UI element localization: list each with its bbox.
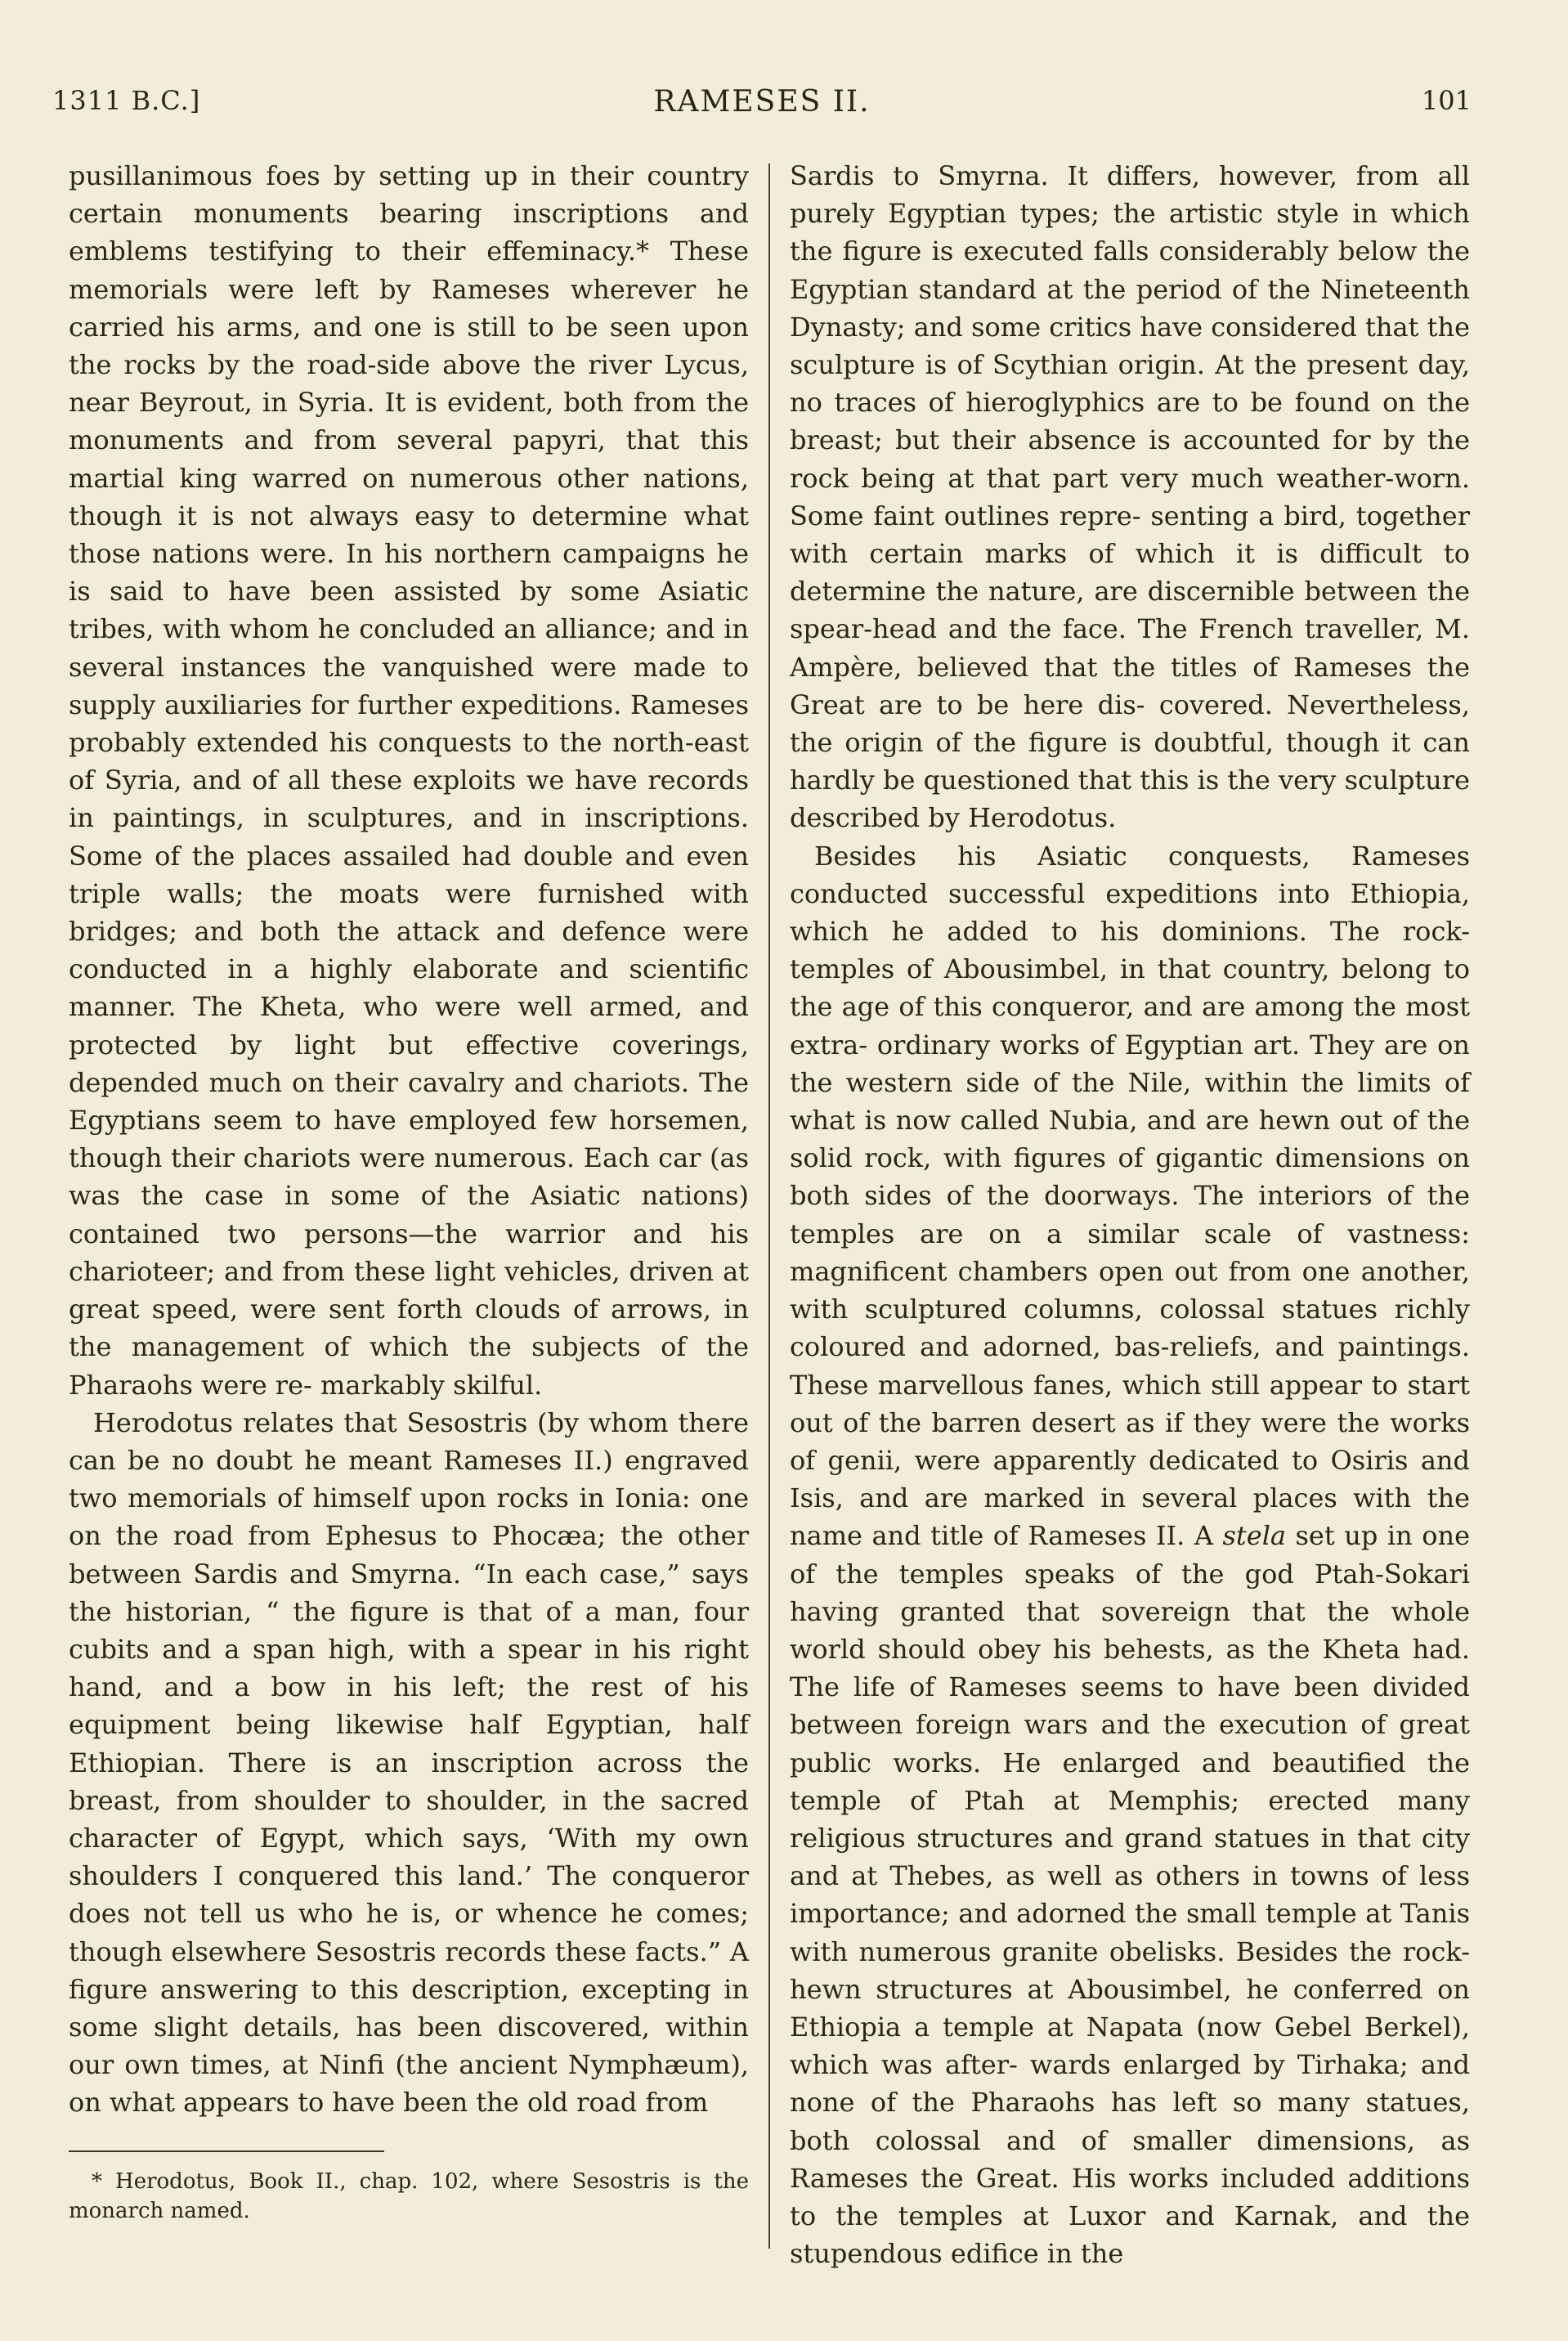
header-title: RAMESES II. — [653, 85, 871, 119]
page-number: 101 — [1421, 85, 1472, 116]
stela-italic: stela — [1222, 1520, 1286, 1552]
right-paragraph-2-part-2: set up in one of the temples speaks of the god Ptah-Sokari having granted that sovereign that the whole world should obey his behests, as the Kheta had. The life of Rameses seems to have been divided between foreign wars and the execution of great public works. He enlarged and beautified the temple of Ptah at Memphis; erected many religious structures and grand statues in that city and at Thebes, as well as others in towns of less importance; and adorned the small temple at Tanis with numerous granite obelisks. Besides the rock-hewn structures at Abousimbel, he conferred on Ethiopia a temple at Napata (now Gebel Berkel), which was after- wards enlarged by Tirhaka; and none of the Pharaohs has left so many statues, both colossal and of smaller dimensions, as Rameses the Great. His works included additions to the temples at Luxor and Karnak, and the stupendous edifice in the — [790, 1520, 1471, 2270]
right-paragraph-1: Sardis to Smyrna. It differs, however, from all purely Egyptian types; the artistic style in which the figure is executed falls considerably below the Egyptian standard at the period of the Nineteenth Dynasty; and some critics have considered that the sculpture is of Scythian origin. At the present day, no traces of hieroglyphics are to be found on the breast; but their absence is accounted for by the rock being at that part very much weather-worn. Some faint outlines repre- senting a bird, together with certain marks of which it is difficult to determine the nature, are discernible between the spear-head and the face. The French traveller, M. Ampère, believed that the titles of Rameses the Great are to be here dis- covered. Nevertheless, the origin of the figure is doubtful, though it can hardly be questioned that this is the very sculpture described by Herodotus. — [790, 160, 1470, 834]
right-paragraph-2 — [790, 837, 1470, 2273]
left-column — [69, 157, 749, 2122]
right-column — [790, 157, 1470, 2272]
footnote — [69, 2167, 749, 2226]
header-date: 1311 B.C.] — [52, 85, 201, 116]
footnote-text: * Herodotus, Book II., chap. 102, where Sesostris is the monarch named. — [69, 2169, 749, 2223]
column-divider — [768, 164, 770, 2249]
left-paragraph-1: pusillanimous foes by setting up in their country certain monuments bearing inscriptions and emblems testifying to their effeminacy.* These memorials were left by Rameses wherever he carried his arms, and one is still to be seen upon the rocks by the road-side above the river Lycus, near Beyrout, in Syria. It is evident, both from the monuments and from several papyri, that this martial king warred on numerous other nations, though it is not always easy to determine what those nations were. In his northern campaigns he is said to have been assisted by some Asiatic tribes, with whom he concluded an alliance; and in several instances the vanquished were made to supply auxiliaries for further expeditions. Rameses probably extended his conquests to the north-east of Syria, and of all these exploits we have records in paintings, in sculptures, and in inscriptions. Some of the places assailed had double and even triple walls; the moats were furnished with bridges; and both the attack and defence were conducted in a highly elaborate and scientific manner. The Kheta, who were well armed, and protected by light but effective coverings, depended much on their cavalry and chariots. The Egyptians seem to have employed few horsemen, though their chariots were numerous. Each car (as was the case in some of the Asiatic nations) contained two persons—the warrior and his charioteer; and from these light vehicles, driven at great speed, were sent forth clouds of arrows, in the management of which the subjects of the Pharaohs were re- markably skilful. — [69, 160, 749, 1401]
footnote-divider — [69, 2150, 384, 2152]
right-paragraph-2-part-1: Besides his Asiatic conquests, Rameses conducted successful expeditions into Ethiopia, which he added to his dominions. The rock-temples of Abousimbel, in that country, belong to the age of this conqueror, and are among the most extra- ordinary works of Egyptian art. They are on the western side of the Nile, within the limits of what is now called Nubia, and are hewn out of the solid rock, with figures of gigantic dimensions on both sides of the doorways. The interiors of the temples are on a similar scale of vastness: magnificent chambers open out from one another, with sculptured columns, colossal statues richly coloured and adorned, bas-reliefs, and paintings. These marvellous fanes, which still appear to start out of the barren desert as if they were the works of genii, were apparently dedicated to Osiris and Isis, and are marked in several places with the name and title of Rameses II. A — [790, 840, 1470, 1552]
left-paragraph-2: Herodotus relates that Sesostris (by whom there can be no doubt he meant Rameses II.) engraved two memorials of himself upon rocks in Ionia: one on the road from Ephesus to Phocæa; the other between Sardis and Smyrna. “In each case,” says the historian, “ the figure is that of a man, four cubits and a span high, with a spear in his right hand, and a bow in his left; the rest of his equipment being likewise half Egyptian, half Ethiopian. There is an inscription across the breast, from shoulder to shoulder, in the sacred character of Egypt, which says, ‘With my own shoulders I conquered this land.’ The conqueror does not tell us who he is, or whence he comes; though elsewhere Sesostris records these facts.” A figure answering to this description, excepting in some slight details, has been discovered, within our own times, at Ninfi (the ancient Nymphæum), on what appears to have been the old road from — [69, 1406, 749, 2119]
running-header — [52, 85, 1472, 126]
